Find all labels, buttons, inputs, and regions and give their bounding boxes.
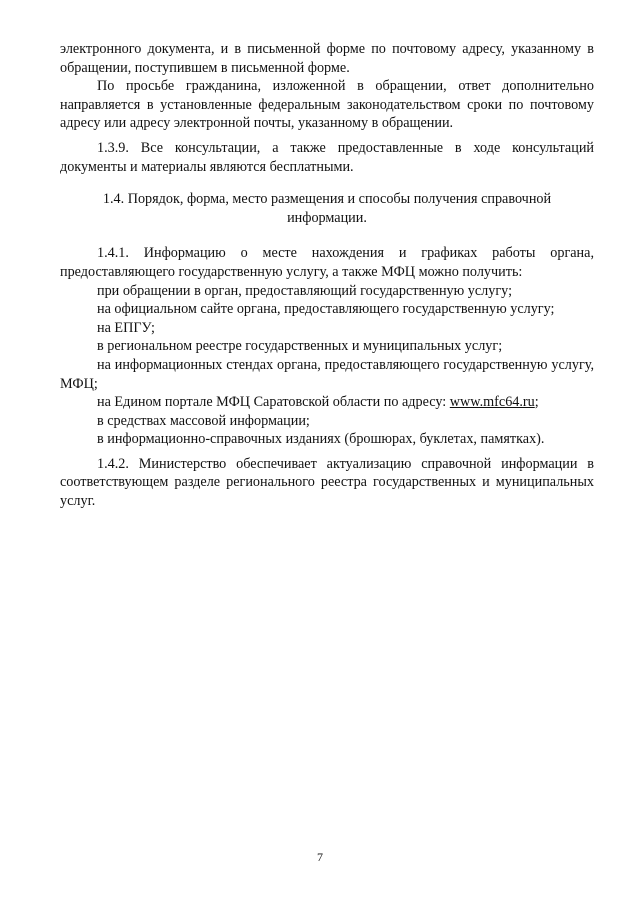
list-item-authority-visit: при обращении в орган, предоставляющий государственную услугу; xyxy=(97,282,513,299)
paragraph-response-on-request: По просьбе гражданина, изложенной в обращении, ответ дополнительно направляется в установленные федеральным законодательством сроки по почтовому адресу или адресу электронной почты, указанному в обращении. xyxy=(60,78,594,132)
paragraph-response-written-form: электронного документа, и в письменной форме по почтовому адресу, указанному в обращении, поступившем в письменной форме. xyxy=(60,41,594,76)
list-item-publications: в информационно-справочных изданиях (брошюрах, буклетах, памятках). xyxy=(97,431,545,448)
paragraph-1-4-2: 1.4.2. Министерство обеспечивает актуализацию справочной информации в соответствующем разделе регионального реестра государственных и муниципальных услуг. xyxy=(60,455,594,510)
section-heading-1-4: 1.4. Порядок, форма, место размещения и способы получения справочной информации. xyxy=(102,191,552,226)
list-item-info-stands: на информационных стендах органа, предоставляющего государственную услугу, МФЦ; xyxy=(60,356,594,392)
list-item-mfc-portal-text: на Едином портале МФЦ Саратовской области по адресу: xyxy=(97,394,450,411)
list-item-regional-registry: в региональном реестре государственных и муниципальных услуг; xyxy=(97,338,503,355)
page-number: 7 xyxy=(317,850,323,864)
list-item-official-site: на официальном сайте органа, предоставляющего государственную услугу; xyxy=(97,301,555,318)
list-item-mfc-portal-suffix: ; xyxy=(534,394,539,411)
paragraph-1-4-1: 1.4.1. Информацию о месте нахождения и графиках работы органа, предоставляющего государственную услугу, а также МФЦ можно получить: xyxy=(60,245,594,280)
document-body xyxy=(60,40,594,511)
paragraph-free-consultations: 1.3.9. Все консультации, а также предоставленные в ходе консультаций документы и материалы являются бесплатными. xyxy=(60,139,594,175)
list-item-epgu: на ЕПГУ; xyxy=(97,319,155,336)
list-item-mfc-portal xyxy=(60,393,594,412)
mfc-portal-link[interactable]: www.mfc64.ru xyxy=(449,394,535,411)
list-item-mass-media: в средствах массовой информации; xyxy=(97,412,310,429)
